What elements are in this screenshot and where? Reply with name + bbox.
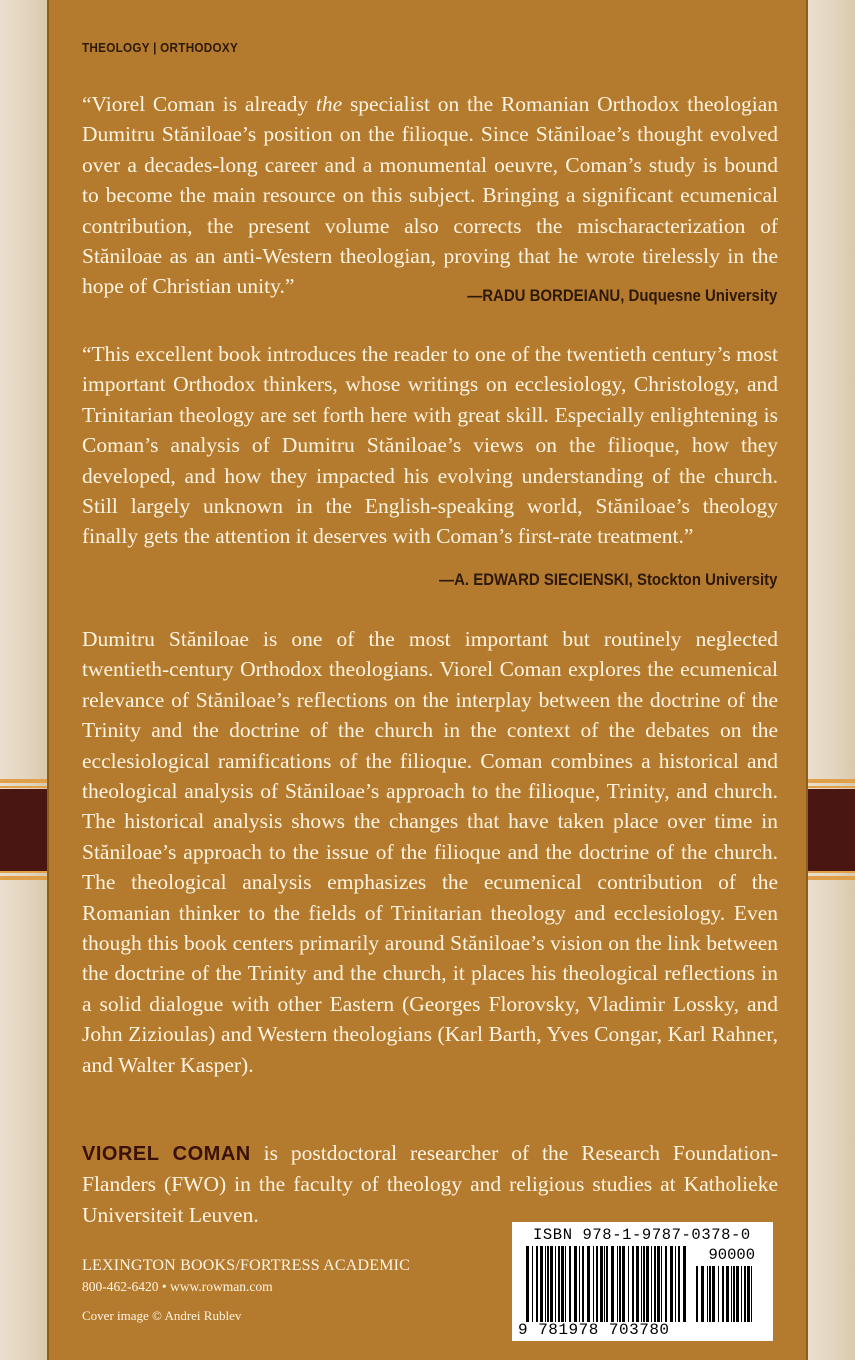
barcode-bar [582, 1246, 584, 1322]
barcode-bar [561, 1246, 564, 1322]
barcode-bar [641, 1246, 642, 1322]
barcode-bar [611, 1246, 614, 1322]
price-barcode-graphic [696, 1266, 756, 1322]
barcode-bar [654, 1246, 656, 1322]
barcode-bar [751, 1266, 752, 1322]
barcode-bar [579, 1246, 580, 1322]
endorsement-quote-2: “This excellent book introduces the reader to one of the twentieth century’s most important Orthodox thinkers, whose writings on ecclesiology, Christology, and Trinitarian theology are set forth here with great skill. Especially enlightening is Coman’s analysis of Dumitru Stăniloae’s views on the filioque, how they developed, and how they impacted his evolving understanding of the church. Still largely unknown in the English-speaking world, Stăniloae’s theology finally gets the attention it deserves with Coman’s first-rate treatment.” [82, 342, 778, 549]
barcode-bar [550, 1246, 553, 1322]
barcode-bar [707, 1266, 708, 1322]
gold-stripe [0, 876, 47, 880]
barcode-bar [643, 1246, 645, 1322]
dark-band [808, 789, 855, 871]
barcode-bar [604, 1246, 605, 1322]
barcode-bar [670, 1246, 673, 1322]
barcode-bar [606, 1246, 608, 1322]
endorsement-attribution-1: —RADU BORDEIANU, Duquesne University [466, 286, 777, 305]
panel-edge-right [806, 0, 808, 1360]
author-bio [82, 1138, 778, 1230]
barcode-bar [593, 1246, 594, 1322]
barcode-bar [712, 1266, 715, 1322]
gold-stripe [0, 786, 47, 788]
barcode-bar [709, 1266, 711, 1322]
publisher-contact: 800-462-6420 • www.rowman.com [82, 1279, 273, 1294]
gold-stripe [808, 779, 855, 783]
barcode-bar [596, 1246, 598, 1322]
barcode-bar [545, 1246, 546, 1322]
barcode-bar [565, 1246, 566, 1322]
left-border-strip [0, 0, 47, 1360]
publisher-name: LEXINGTON BOOKS/FORTRESS ACADEMIC [82, 1257, 411, 1274]
barcode-bar [540, 1246, 543, 1322]
barcode-bar [722, 1266, 724, 1322]
barcode-bar [547, 1246, 549, 1322]
barcode-bar [574, 1246, 577, 1322]
barcode-bar [678, 1246, 680, 1322]
barcode-bar [731, 1266, 732, 1322]
gold-stripe [0, 779, 47, 783]
panel-edge-left [47, 0, 49, 1360]
barcode-bar [696, 1266, 698, 1322]
gold-stripe [0, 871, 47, 873]
price-code: 90000 [708, 1246, 755, 1264]
barcode-bar [651, 1246, 652, 1322]
barcode-bar [675, 1246, 676, 1322]
author-bio-text: is postdoctoral researcher of the Research Foundation-Flanders (FWO) in the faculty of theology and religious studies at Katholieke Universiteit Leuven. [82, 1141, 778, 1227]
barcode-bar [665, 1246, 667, 1322]
barcode-bar [741, 1266, 742, 1322]
quote-text: specialist on the Romanian Orthodox theologian Dumitru Stăniloae’s position on the filioque. Since Stăniloae’s thought evolved over a decades-long career and a monumental oeuvre, Coman’s study is bound to become the main resource on this subject. Bringing a significant ecumenical contribution, the present volume also corrects the mischaracterization of Stăniloae as an anti-Western theologian, proving that he wrote tirelessly in the hope of Christian unity.” [82, 92, 779, 299]
barcode-bar [747, 1266, 750, 1322]
gold-stripe [808, 876, 855, 880]
endorsement-attribution-2: —A. EDWARD SIECIENSKI, Stockton University [438, 570, 777, 589]
ean-number: 9 781978 703780 [518, 1321, 670, 1339]
barcode-bar [744, 1266, 746, 1322]
ean-barcode-graphic [526, 1246, 690, 1322]
gold-stripe [808, 871, 855, 873]
barcode-bar [632, 1246, 634, 1322]
barcode-bar [657, 1246, 660, 1322]
barcode-bar [536, 1246, 538, 1322]
barcode-bar [569, 1246, 571, 1322]
barcode-bar [628, 1246, 629, 1322]
barcode-bar [622, 1246, 625, 1322]
barcode-bar [555, 1246, 556, 1322]
barcode-bar [587, 1246, 590, 1322]
book-description: Dumitru Stăniloae is one of the most important but routinely neglected twentieth-century Orthodox theologians. Viorel Coman explores the ecumenical relevance of Stăniloae’s reflections on the interplay between the doctrine of the Trinity and the doctrine of the church in the context of the debates on the ecclesiological ramifications of the filioque. Coman combines a historical and theological analysis of Stăniloae’s approach to the filioque, Trinity, and church. The historical analysis shows the changes that have taken place over time in Stăniloae’s approach to the issue of the filioque and the doctrine of the church. The theological analysis emphasizes the ecumenical contribution of the Romanian thinker to the fields of Trinitarian theology and ecclesiology. Even though this book centers primarily around Stăniloae’s vision on the link between the doctrine of the Trinity and the church, it places his theological reflections in a solid dialogue with other Eastern (Georges Florovsky, Vladimir Lossky, and John Zizioulas) and Western theologians (Karl Barth, Yves Congar, Karl Rahner, and Walter Kasper). [82, 627, 778, 1077]
barcode-bar [683, 1246, 686, 1322]
barcode-bar [701, 1266, 704, 1322]
endorsement-quote-1 [82, 89, 778, 302]
barcode-label [512, 1222, 773, 1341]
barcode-bar [619, 1246, 621, 1322]
quote-emphasis: the [315, 92, 343, 116]
barcode-bar [661, 1246, 662, 1322]
barcode-bar [532, 1246, 533, 1322]
barcode-bar [617, 1246, 618, 1322]
barcode-bar [733, 1266, 735, 1322]
category-label: THEOLOGY | ORTHODOXY [82, 40, 239, 55]
gold-stripe [808, 786, 855, 788]
barcode-bar [558, 1246, 560, 1322]
barcode-bar [718, 1266, 719, 1322]
author-name: VIOREL COMAN [82, 1143, 251, 1165]
dark-band [0, 789, 47, 871]
barcode-bar [736, 1266, 739, 1322]
right-border-strip [808, 0, 855, 1360]
barcode-bar [646, 1246, 649, 1322]
cover-image-credit: Cover image © Andrei Rublev [82, 1308, 242, 1323]
barcode-bar [636, 1246, 639, 1322]
barcode-bar [726, 1266, 729, 1322]
isbn-number: ISBN 978-1-9787-0378-0 [533, 1226, 751, 1244]
barcode-bar [600, 1246, 603, 1322]
quote-text: “Viorel Coman is already [82, 92, 316, 116]
barcode-bar [526, 1246, 529, 1322]
